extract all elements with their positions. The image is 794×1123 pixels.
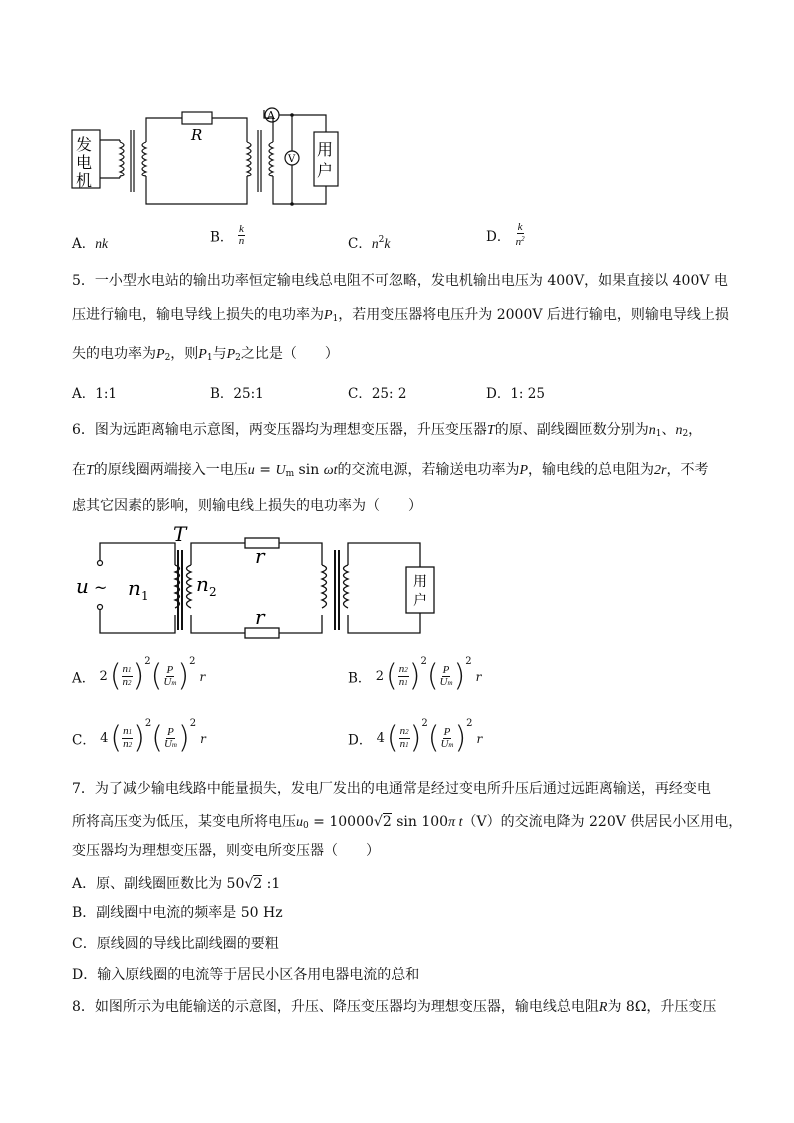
circuit-diagram-1	[60, 100, 360, 215]
q6-line-2: 在T的原线圈两端接入一电压$u = U_m$ sin ωt的交流电源，若输送电功率为P，输电线的总电阻为2r，不考	[72, 462, 709, 479]
option-letter: D．	[486, 229, 511, 245]
option-letter: B．	[348, 670, 372, 687]
coefficient: 4	[100, 731, 109, 746]
q5-option-d[interactable]: D．1: 25	[486, 386, 545, 402]
option-letter: C．	[72, 732, 96, 749]
n2-sub-label: 2	[209, 585, 217, 599]
transformer1-secondary-coil	[142, 142, 146, 176]
q5-option-b[interactable]: B．25:1	[210, 386, 264, 402]
resistor-R	[182, 112, 212, 124]
turns-ratio: $\frac{n2}{n1}$	[399, 725, 409, 750]
generator-label-3: 机	[76, 171, 93, 190]
generator-label-1: 发	[76, 135, 93, 154]
voltmeter-label: V	[288, 154, 296, 165]
coefficient: 2	[99, 669, 108, 684]
q4-option-d[interactable]	[486, 222, 526, 248]
q5-line-3: 失的电功率为$P_2$，则$P_1$与$P_2$之比是（ ）	[72, 346, 339, 363]
source-u-label: u	[76, 574, 89, 598]
q8-line-1: 8．如图所示为电能输送的示意图，升压、降压变压器均为理想变压器，输电线总电阻R为 8Ω，升压变压	[72, 999, 717, 1015]
n1-sub-label: 1	[141, 589, 149, 603]
r-bottom-label: r	[255, 605, 265, 629]
q4-option-a[interactable]	[72, 232, 108, 252]
resistor-label: R	[191, 126, 203, 144]
generator-label-2: 电	[76, 153, 93, 172]
q6-option-b[interactable]: B． 2( $\frac{n2}{n1}$ )$^2$( $\frac{P}{Um}$ )$^2$r	[348, 656, 482, 694]
q7-option-b[interactable]: B．副线圈中电流的频率是 50 Hz	[72, 905, 283, 921]
source-tilde-label: ~	[94, 578, 108, 597]
option-letter: C．	[348, 236, 372, 252]
ammeter-label: A	[267, 109, 275, 122]
user-label-1: 用	[317, 140, 334, 159]
T-label: T	[173, 525, 187, 546]
turns-ratio: $\frac{n2}{n1}$	[398, 663, 408, 688]
option-letter: D．	[348, 732, 373, 749]
coefficient: 4	[376, 731, 385, 746]
fraction: $\frac{k}{n^2}$	[515, 221, 525, 248]
q5-line-1: 5．一小型水电站的输出功率恒定输电线总电阻不可忽略，发电机输出电压为 400V，如果直接以 400V 电	[72, 273, 728, 289]
q7-line-3: 变压器均为理想变压器，则变电所变压器（ ）	[72, 843, 380, 859]
q6-option-a[interactable]: A． 2( $\frac{n1}{n2}$ )$^2$( $\frac{P}{Um}$ )$^2$r	[72, 656, 206, 694]
transformer-2-secondary-coil	[344, 565, 349, 608]
turns-ratio: $\frac{n1}{n2}$	[123, 725, 133, 750]
transformer2-primary-coil	[247, 142, 251, 176]
coefficient: 2	[375, 669, 384, 684]
option-base: n	[371, 236, 379, 251]
transformer2-secondary-coil	[269, 142, 273, 176]
q4-option-b[interactable]	[210, 224, 245, 247]
user-label-1: 用	[413, 574, 427, 590]
r-top-label: r	[255, 544, 265, 568]
q6-option-d[interactable]: D． 4( $\frac{n2}{n1}$ )$^2$( $\frac{P}{Um}$ )$^2$r	[348, 718, 483, 756]
q7-option-a[interactable]: A．原、副线圈匝数比为 50√2 :1	[72, 876, 281, 892]
option-letter: A．	[72, 236, 96, 252]
q4-option-c[interactable]	[348, 232, 390, 252]
q6-line-3: 虑其它因素的影响，则输电线上损失的电功率为（ ）	[72, 498, 422, 514]
q5-option-c[interactable]: C．25: 2	[348, 386, 407, 402]
power-ratio: $\frac{P}{Um}$	[439, 663, 453, 688]
turns-ratio: $\frac{n1}{n2}$	[122, 663, 132, 688]
n1-label: n	[128, 576, 141, 600]
n2-label: n	[196, 572, 209, 596]
fraction: $\frac{k}{n}$	[238, 223, 245, 247]
power-ratio: $\frac{P}{Um}$	[440, 725, 454, 750]
option-text: nk	[95, 236, 108, 251]
option-letter: A．	[72, 670, 96, 687]
option-exp: 2	[378, 235, 385, 245]
q5-line-2: 压进行输电，输电导线上损失的电功率为$P_1$，若用变压器将电压升为 2000V 后进行输电，则输电导线上损	[72, 307, 729, 324]
transformer-2-primary-coil	[322, 565, 327, 608]
q7-line-2: 所将高压变为低压，某变电所将电压$u_0 = 10000√2$ sin 100π t（V）的交流电降为 220V 供居民小区用电，	[72, 814, 743, 831]
transformer-T-secondary-coil	[187, 565, 192, 608]
power-ratio: $\frac{P}{Um}$	[163, 725, 177, 750]
option-letter: B．	[210, 229, 234, 246]
q7-line-1: 7．为了减少输电线路中能量损失，发电厂发出的电通常是经过变电所升压后通过远距离输送，再经变电	[72, 781, 711, 797]
q7-option-d[interactable]: D．输入原线圈的电流等于居民小区各用电器电流的总和	[72, 967, 420, 983]
transformer1-primary-coil	[120, 142, 124, 176]
q6-line-1: 6．图为远距离输电示意图，两变压器均为理想变压器，升压变压器T的原、副线圈匝数分别为$n_1$、$n_2$，	[72, 422, 703, 439]
user-label-2: 户	[413, 593, 427, 609]
option-tail: k	[384, 236, 391, 251]
power-ratio: $\frac{P}{Um}$	[163, 663, 177, 688]
q6-option-c[interactable]: C． 4( $\frac{n1}{n2}$ )$^2$( $\frac{P}{Um}$ )$^2$r	[72, 718, 206, 756]
circuit-diagram-2	[70, 525, 470, 645]
q5-option-a[interactable]: A．1:1	[72, 386, 117, 402]
resistor-bottom	[245, 628, 279, 638]
q7-option-c[interactable]: C．原线圆的导线比副线圈的要粗	[72, 936, 279, 952]
user-label-2: 户	[317, 161, 334, 180]
